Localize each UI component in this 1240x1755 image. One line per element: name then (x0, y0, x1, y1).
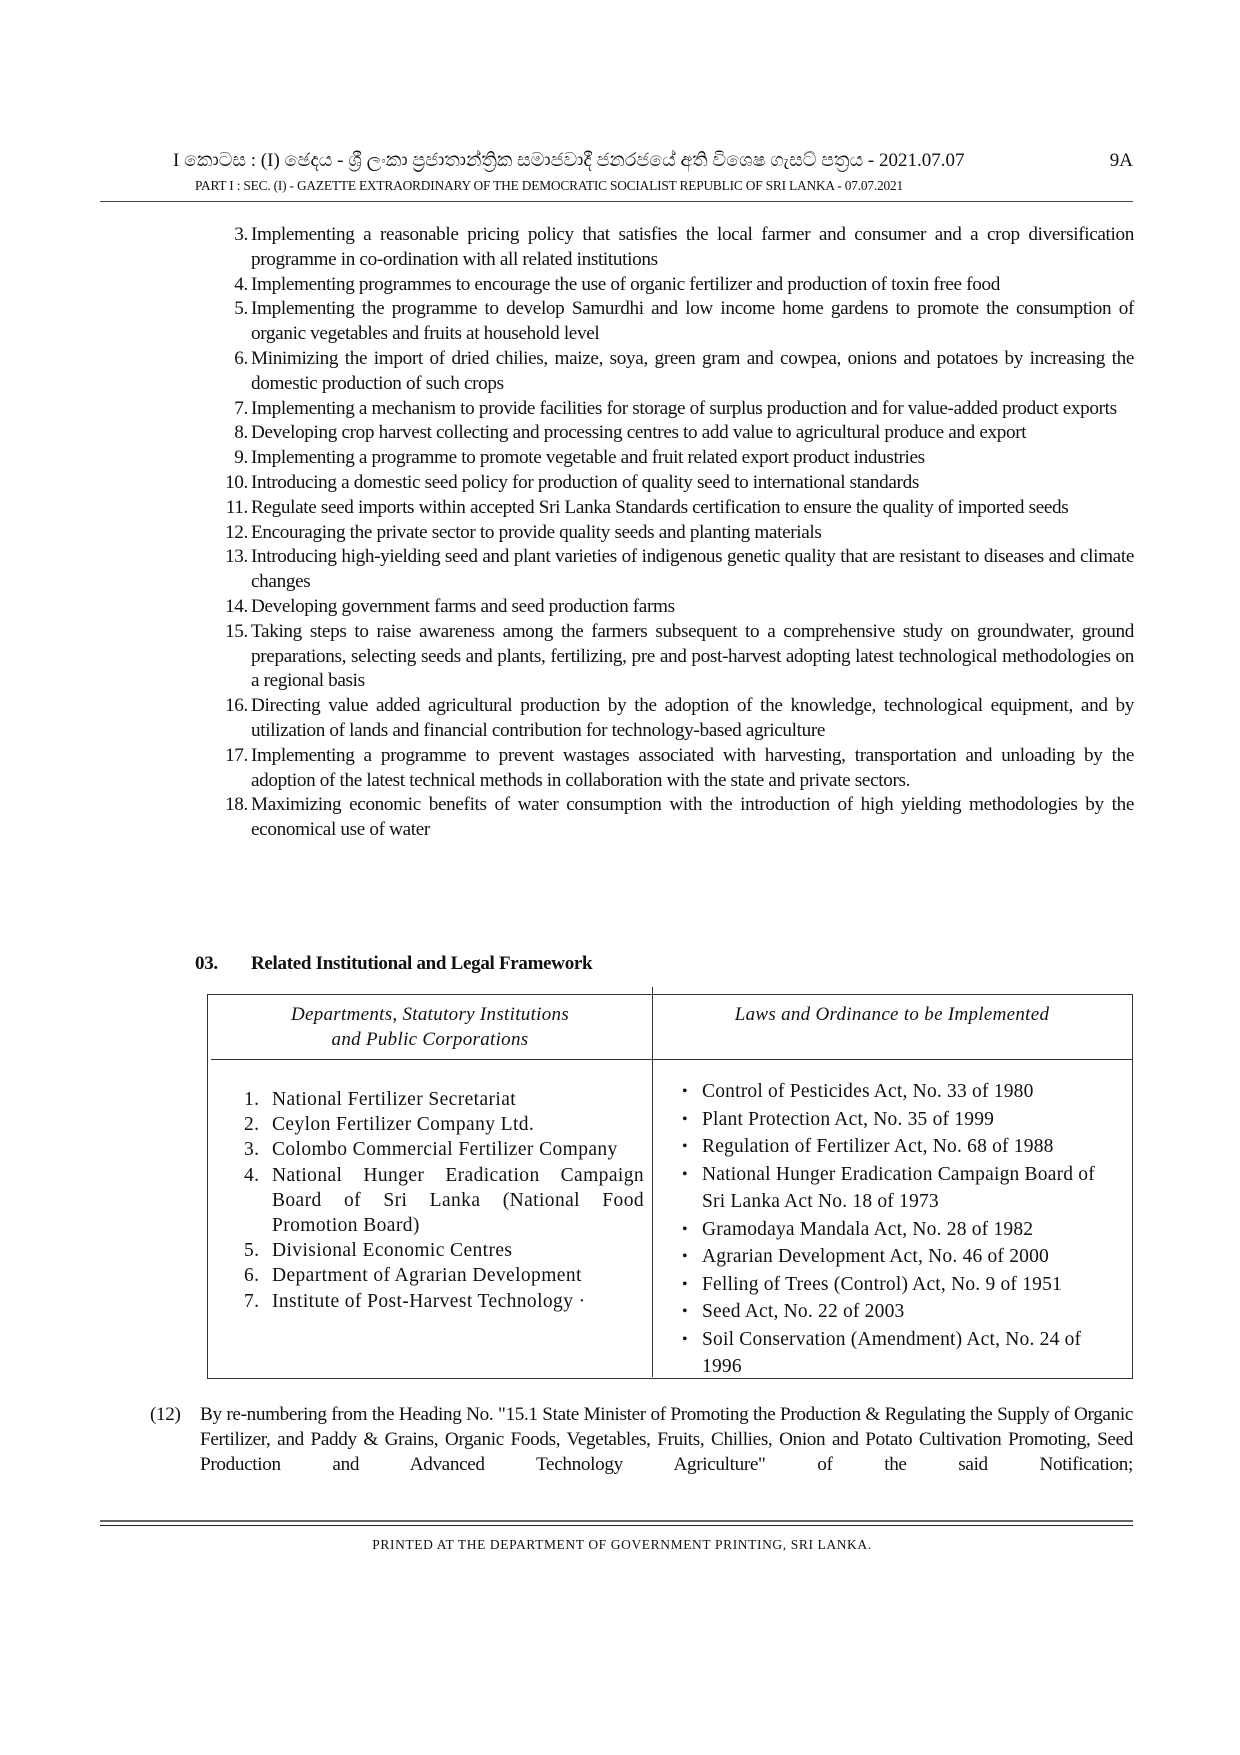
institution-number: 4. (244, 1164, 260, 1186)
sinhala-title: I කොටස : (I) ඡෙදය - ශ්‍රී ලංකා ප්‍රජාතාන්ත්‍රික සමාජවාදී ජනරජයේ අති විශෙෂ ගැසට් පත්‍රය - 2021.07.07 (173, 150, 965, 171)
item-number: 14. (225, 595, 248, 617)
list-item (200, 694, 1134, 744)
item-number: 12. (225, 521, 248, 543)
column-header-institutions (208, 1002, 652, 1052)
law-item (682, 1161, 1122, 1216)
item-number: 3. (234, 224, 248, 245)
institution-name: Colombo Commercial Fertilizer Company (272, 1139, 618, 1161)
item-text: Implementing a mechanism to provide facilities for storage of surplus production and for value-added product exports (251, 397, 1117, 419)
item-text: Minimizing the import of dried chilies, maize, soya, green gram and cowpea, onions and potatoes by increasing the domestic production of such crops (251, 347, 1134, 394)
item-number: 18. (225, 794, 248, 816)
item-number: 6. (234, 347, 248, 369)
amendment-paragraph (150, 1403, 1133, 1477)
list-item (200, 421, 1134, 446)
list-item (200, 273, 1134, 298)
list-item (200, 223, 1134, 273)
list-item (200, 397, 1134, 422)
institution-name: National Hunger Eradication Campaign Board of Sri Lanka (National Food Promotion Board) (272, 1164, 644, 1237)
law-item (682, 1133, 1122, 1161)
item-text: Encouraging the private sector to provide quality seeds and planting materials (251, 521, 822, 543)
bullet-icon: • (682, 1083, 688, 1100)
list-item (200, 620, 1134, 694)
framework-table (207, 994, 1133, 1379)
list-item (200, 744, 1134, 794)
item-text: Implementing a programme to prevent wastages associated with harvesting, transportation and unloading by the adoption of the latest technical methods in collaboration with the state and private sectors. (251, 744, 1134, 791)
item-text: Maximizing economic benefits of water consumption with the introduction of high yielding methodologies by the economical use of water (251, 794, 1134, 841)
header-row-divider (211, 1059, 1132, 1060)
institution-name: Department of Agrarian Development (272, 1265, 582, 1287)
list-item (200, 595, 1134, 620)
institution-item (244, 1112, 644, 1137)
institution-item (244, 1163, 644, 1239)
law-name: Control of Pesticides Act, No. 33 of 1980 (702, 1081, 1034, 1102)
item-text: Introducing a domestic seed policy for production of quality seed to international standards (251, 471, 919, 493)
item-number: 17. (225, 744, 248, 766)
list-item (200, 793, 1134, 843)
bullet-icon: • (682, 1165, 688, 1183)
footer-divider-bottom (100, 1525, 1133, 1526)
list-item (200, 297, 1134, 347)
header-line: and Public Corporations (331, 1029, 529, 1050)
column-header-laws: Laws and Ordinance to be Implemented (734, 1004, 1050, 1025)
law-item (682, 1106, 1122, 1134)
institution-number: 6. (244, 1265, 260, 1287)
law-item (682, 1326, 1122, 1381)
amendment-text: By re-numbering from the Heading No. "15.1 State Minister of Promoting the Production & Regulating the Supply of Organic Fertilizer, and Paddy & Grains, Organic Foods, Vegetables, Fruits, Chillies, Onion and Potato Cultivation Promoting, Seed Production and Advanced Technology Agriculture" of the said Notification; (200, 1404, 1133, 1475)
list-item (200, 496, 1134, 521)
item-number: 10. (225, 471, 248, 493)
law-item (682, 1298, 1122, 1326)
item-text: Developing crop harvest collecting and processing centres to add value to agricultural produce and export (251, 422, 1027, 444)
item-text: Implementing the programme to develop Samurdhi and low income home gardens to promote the consumption of organic vegetables and fruits at household level (251, 298, 1134, 345)
law-item (682, 1078, 1122, 1106)
institution-item (244, 1263, 644, 1288)
page-number: 9A (1109, 150, 1133, 171)
list-item (200, 545, 1134, 595)
institution-item (244, 1289, 644, 1314)
section-heading (195, 953, 592, 975)
institution-number: 2. (244, 1114, 260, 1136)
institution-number: 7. (244, 1290, 260, 1312)
item-text: Regulate seed imports within accepted Sri Lanka Standards certification to ensure the quality of imported seeds (251, 496, 1069, 518)
column-divider (652, 987, 653, 1377)
item-text: Taking steps to raise awareness among the farmers subsequent to a comprehensive study on groundwater, ground preparations, selecting seeds and plants, fertilizing, pre and post-harvest adopting latest technological methodologies on a regional basis (251, 620, 1134, 692)
list-item (200, 446, 1134, 471)
law-name: Seed Act, No. 22 of 2003 (702, 1301, 905, 1322)
item-text: Introducing high-yielding seed and plant varieties of indigenous genetic quality that are resistant to diseases and climate changes (251, 546, 1134, 593)
item-number: 15. (225, 620, 248, 642)
header-line: Departments, Statutory Institutions (290, 1004, 570, 1025)
list-item (200, 471, 1134, 496)
law-item (682, 1216, 1122, 1244)
institution-name: Divisional Economic Centres (272, 1240, 513, 1262)
bullet-icon: • (682, 1275, 688, 1293)
section-title: Related Institutional and Legal Framework (251, 953, 593, 974)
bullet-icon: • (682, 1330, 688, 1348)
list-item (200, 521, 1134, 546)
item-number: 5. (234, 298, 248, 320)
footer-divider-top (100, 1520, 1133, 1522)
law-name: Regulation of Fertilizer Act, No. 68 of 1988 (702, 1136, 1054, 1157)
item-number: 16. (225, 695, 248, 717)
printer-footer (0, 1537, 1240, 1553)
section-number: 03. (195, 953, 218, 974)
institution-name: National Fertilizer Secretariat (272, 1089, 517, 1110)
law-name: Agrarian Development Act, No. 46 of 2000 (702, 1246, 1050, 1267)
item-text: Implementing a reasonable pricing policy that satisfies the local farmer and consumer and a crop diversification programme in co-ordination with all related institutions (251, 224, 1134, 270)
institution-number: 3. (244, 1139, 260, 1161)
amendment-number: (12) (150, 1404, 181, 1425)
item-text: Implementing a programme to promote vegetable and fruit related export product industries (251, 447, 925, 469)
institution-item (244, 1137, 644, 1162)
item-number: 7. (234, 397, 248, 419)
item-text: Implementing programmes to encourage the use of organic fertilizer and production of toxin free food (251, 273, 1000, 295)
bullet-icon: • (682, 1138, 688, 1155)
item-number: 8. (234, 422, 248, 444)
law-item (682, 1271, 1122, 1299)
law-name: Gramodaya Mandala Act, No. 28 of 1982 (702, 1218, 1034, 1240)
law-name: Soil Conservation (Amendment) Act, No. 24 of 1996 (702, 1328, 1082, 1377)
list-item (200, 347, 1134, 397)
institution-number: 5. (244, 1240, 260, 1262)
item-number: 13. (225, 546, 248, 568)
item-number: 9. (234, 447, 248, 469)
footer-text: PRINTED AT THE DEPARTMENT OF GOVERNMENT PRINTING, SRI LANKA. (372, 1537, 872, 1552)
item-text: Directing value added agricultural production by the adoption of the knowledge, technological equipment, and by utilization of lands and financial contribution for technology-based agriculture (251, 695, 1134, 741)
law-name: Felling of Trees (Control) Act, No. 9 of 1951 (702, 1273, 1062, 1295)
functions-list (200, 223, 1134, 843)
institution-number: 1. (244, 1089, 260, 1110)
institution-item (244, 1238, 644, 1263)
bullet-icon: • (682, 1220, 688, 1238)
item-text: Developing government farms and seed production farms (251, 595, 675, 617)
page-header-english: PART I : SEC. (I) - GAZETTE EXTRAORDINARY OF THE DEMOCRATIC SOCIALIST REPUBLIC OF SRI LANKA - 07.07.2021 (195, 178, 903, 193)
institution-item (244, 1087, 644, 1112)
item-number: 4. (234, 273, 248, 295)
page-header-sinhala (173, 150, 1133, 176)
laws-list (682, 1078, 1122, 1381)
law-name: National Hunger Eradication Campaign Board of Sri Lanka Act No. 18 of 1973 (702, 1163, 1095, 1212)
law-name: Plant Protection Act, No. 35 of 1999 (702, 1108, 995, 1130)
institution-name: Institute of Post-Harvest Technology · (272, 1290, 586, 1312)
item-number: 11. (225, 496, 248, 518)
institution-name: Ceylon Fertilizer Company Ltd. (272, 1114, 535, 1136)
header-divider (100, 201, 1133, 202)
bullet-icon: • (682, 1110, 688, 1128)
bullet-icon: • (682, 1248, 688, 1265)
bullet-icon: • (682, 1303, 688, 1320)
institutions-list (244, 1087, 644, 1314)
law-item (682, 1243, 1122, 1271)
